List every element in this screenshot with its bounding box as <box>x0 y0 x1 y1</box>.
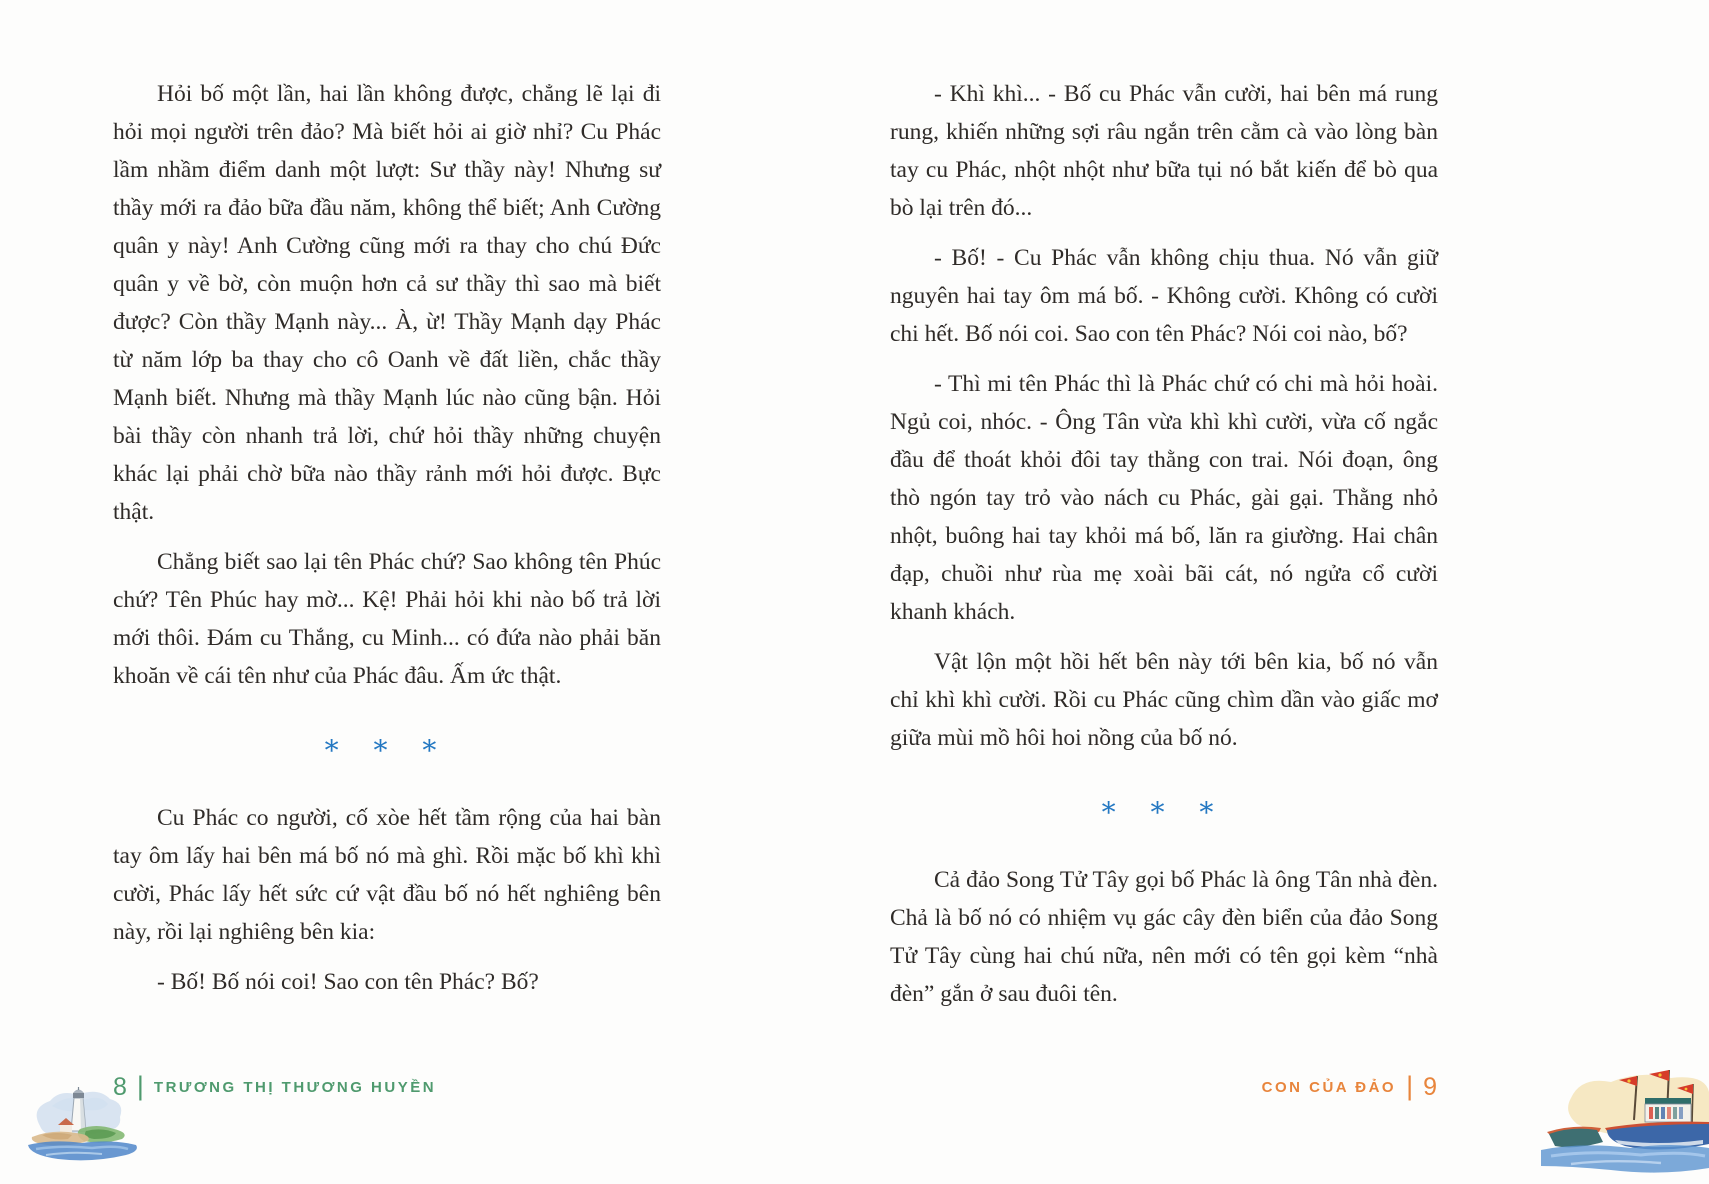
footer-divider: | <box>136 1070 144 1101</box>
paragraph: Cu Phác co người, cố xòe hết tầm rộng của hai bàn tay ôm lấy hai bên má bố nó mà ghì. Rồi mặc bố khì khì cười, Phác lấy hết sức cứ vật đầu bố nó hết nghiêng bên này, rồi lại nghiêng bên kia: <box>113 805 661 945</box>
paragraph: Chẳng biết sao lại tên Phác chứ? Sao không tên Phúc chứ? Tên Phúc hay mờ... Kệ! Phải hỏi khi nào bố trả lời mới thôi. Đám cu Thắng, cu Minh... có đứa nào phải băn khoăn về cái tên như của Phác đâu. Ấm ức thật. <box>113 549 661 689</box>
dialogue-paragraph: - Thì mi tên Phác thì là Phác chứ có chi mà hỏi hoài. Ngủ coi, nhóc. - Ông Tân vừa khì khì cười, vừa cố ngắc đầu để thoát khỏi đôi tay thằng con trai. Nói đoạn, ông thò ngón tay trỏ vào nách cu Phác, gài gại. Thằng nhỏ nhột, buông hai tay khỏi má bố, lăn ra giường. Hai chân đạp, chuồi như rùa mẹ xoài bãi cát, nó ngửa cổ cười khanh khách. <box>890 371 1438 625</box>
right-page-footer <box>1262 1072 1437 1102</box>
author-name: TRƯƠNG THỊ THƯƠNG HUYỀN <box>153 1078 437 1096</box>
dialogue-paragraph: - Bố! Bố nói coi! Sao con tên Phác? Bố? <box>157 969 539 995</box>
paragraph: Vật lộn một hồi hết bên này tới bên kia, bố nó vẫn chỉ khì khì cười. Rồi cu Phác cũng chìm dần vào giấc mơ giữa mùi mồ hôi hoi nồng của bố nó. <box>890 649 1438 751</box>
fishing-boats-illustration <box>1541 1066 1709 1184</box>
page-number: 9 <box>1423 1072 1437 1101</box>
page-number: 8 <box>113 1072 127 1101</box>
section-separator <box>890 787 1438 829</box>
lighthouse-illustration <box>22 1084 146 1170</box>
separator-stars: * * * <box>1101 796 1227 829</box>
right-page <box>890 75 1438 1025</box>
separator-stars: * * * <box>324 734 450 767</box>
book-title: CON CỦA ĐẢO <box>1261 1078 1397 1096</box>
dialogue-paragraph: - Bố! - Cu Phác vẫn không chịu thua. Nó vẫn giữ nguyên hai tay ôm má bố. - Không cười. Không có cười chi hết. Bố nói coi. Sao con tên Phác? Nói coi nào, bố? <box>890 245 1438 347</box>
paragraph: Hỏi bố một lần, hai lần không được, chẳng lẽ lại đi hỏi mọi người trên đảo? Mà biết hỏi ai giờ nhỉ? Cu Phác lầm nhầm điểm danh một lượt: Sư thầy này! Nhưng sư thầy mới ra đảo bữa đầu năm, không thể biết; Anh Cường quân y này! Anh Cường cũng mới ra thay cho chú Đức quân y về bờ, còn muộn hơn cả sư thầy thì sao mà biết được? Còn thầy Mạnh này... À, ừ! Thầy Mạnh dạy Phác từ năm lớp ba thay cho cô Oanh về đất liền, chắc thầy Mạnh biết. Nhưng mà thầy Mạnh lúc nào cũng bận. Hỏi bài thầy còn nhanh trả lời, chứ hỏi thầy những chuyện khác lại phải chờ bữa nào thầy rảnh mới hỏi được. Bực thật. <box>113 81 661 525</box>
section-separator <box>113 725 661 767</box>
left-page-footer <box>113 1072 436 1102</box>
paragraph: Cả đảo Song Tử Tây gọi bố Phác là ông Tân nhà đèn. Chả là bố nó có nhiệm vụ gác cây đèn biển của đảo Song Tử Tây cùng hai chú nữa, nên mới có tên gọi kèm “nhà đèn” gắn ở sau đuôi tên. <box>890 867 1438 1007</box>
footer-divider: | <box>1406 1070 1414 1101</box>
left-page <box>113 75 661 1013</box>
dialogue-paragraph: - Khì khì... - Bố cu Phác vẫn cười, hai bên má rung rung, khiến những sợi râu ngắn trên cằm cà vào lòng bàn tay cu Phác, nhột nhột như bữa tụi nó bắt kiến để bò qua bò lại trên đó... <box>890 81 1438 221</box>
